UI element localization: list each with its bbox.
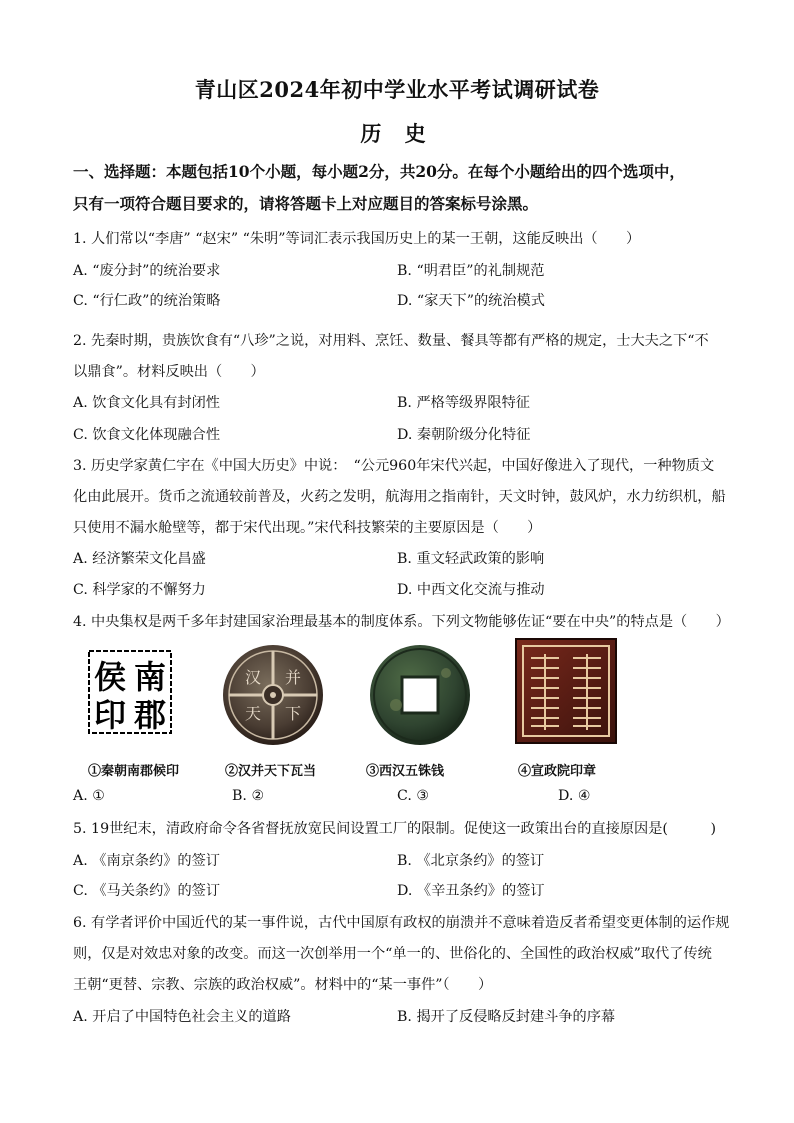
question-2-stem-2: 以鼎食”。材料反映出（ ）: [73, 364, 265, 380]
svg-text:天: 天: [244, 704, 262, 723]
instructions-line-1: 一、选择题：本题包括10个小题，每小题2分，共20分。在每个小题给出的四个选项中，: [73, 162, 685, 181]
exam-title: 青山区2024年初中学业水平考试调研试卷: [194, 77, 600, 102]
svg-text:侯: 侯: [93, 658, 127, 696]
q1-option-a: A. “废分封”的统治要求: [73, 263, 221, 279]
caption-2: ②汉并天下瓦当: [225, 764, 317, 779]
q4-option-b: B. ②: [232, 788, 265, 804]
q3-option-a: A. 经济繁荣文化昌盛: [73, 551, 206, 567]
question-3-stem-1: 3. 历史学家黄仁宇在《中国大历史》中说： “公元960年宋代兴起，中国好像进入了现代，一种物质文: [73, 458, 715, 474]
seal-image-xuanzheng: [515, 638, 617, 744]
question-3-stem-3: 只使用不漏水舱壁等，都于宋代出现。”宋代科技繁荣的主要原因是（ ）: [73, 520, 542, 536]
svg-text:印: 印: [93, 696, 127, 734]
coin-image-wuzhu: [368, 643, 472, 747]
question-2-stem-1: 2. 先秦时期，贵族饮食有“八珍”之说，对用料、烹饪、数量、餐具等都有严格的规定，士大夫之下“不: [73, 333, 709, 349]
q2-option-c: C. 饮食文化体现融合性: [73, 427, 221, 443]
q6-option-b: B. 揭开了反侵略反封建斗争的序幕: [397, 1009, 616, 1025]
question-4-stem: 4. 中央集权是两千多年封建国家治理最基本的制度体系。下列文物能够佐证“要在中央”的特点是（ ）: [73, 614, 730, 630]
svg-text:郡: 郡: [133, 696, 167, 734]
question-5-stem: 5. 19世纪末，清政府命令各省督抚放宽民间设置工厂的限制。促使这一政策出台的直接原因是( ): [73, 821, 717, 837]
caption-4: ④宣政院印章: [518, 764, 597, 779]
q6-option-a: A. 开启了中国特色社会主义的道路: [73, 1009, 291, 1025]
q3-option-c: C. 科学家的不懈努力: [73, 582, 206, 598]
caption-1: ①秦朝南郡候印: [88, 764, 180, 779]
q5-option-c: C. 《马关条约》的签订: [73, 883, 221, 899]
question-1-stem: 1. 人们常以“李唐” “赵宋” “朱明”等词汇表示我国历史上的某一王朝，这能反映出（ ）: [73, 231, 641, 247]
question-6-stem-2: 则，仅是对效忠对象的改变。而这一次创举用一个“单一的、世俗化的、全国性的政治权威”取代了传统: [73, 946, 712, 962]
question-6-stem-3: 王朝“更替、宗教、宗族的政治权威”。材料中的“某一事件”（ ）: [73, 977, 493, 993]
seal-image-qin: [86, 648, 174, 736]
question-3-stem-2: 化由此展开。货币之流通较前普及，火药之发明，航海用之指南针，天文时钟，鼓风炉，水力纺织机，船: [73, 489, 726, 505]
svg-text:并: 并: [284, 668, 302, 687]
caption-3: ③西汉五铢钱: [366, 764, 445, 779]
q2-option-b: B. 严格等级界限特征: [397, 395, 530, 411]
q4-option-a: A. ①: [73, 788, 105, 804]
q1-option-d: D. “家天下”的统治模式: [397, 293, 545, 309]
q3-option-d: D. 中西文化交流与推动: [397, 582, 545, 598]
q5-option-b: B. 《北京条约》的签订: [397, 853, 545, 869]
q1-option-b: B. “明君臣”的礼制规范: [397, 263, 545, 279]
q3-option-b: B. 重文轻武政策的影响: [397, 551, 545, 567]
q4-option-d: D. ④: [558, 788, 591, 804]
q5-option-a: A. 《南京条约》的签订: [73, 853, 220, 869]
tile-end-image-han: [221, 643, 325, 747]
question-6-stem-1: 6. 有学者评价中国近代的某一事件说，古代中国原有政权的崩溃并不意味着造反者希望变更体制的运作规: [73, 915, 730, 931]
subject-title: 历 史: [360, 121, 434, 146]
q2-option-d: D. 秦朝阶级分化特征: [397, 427, 531, 443]
q2-option-a: A. 饮食文化具有封闭性: [73, 395, 220, 411]
q5-option-d: D. 《辛丑条约》的签订: [397, 883, 545, 899]
svg-text:下: 下: [284, 704, 302, 723]
svg-text:汉: 汉: [244, 668, 262, 687]
q4-option-c: C. ③: [397, 788, 430, 804]
svg-text:南: 南: [133, 658, 167, 696]
q1-option-c: C. “行仁政”的统治策略: [73, 293, 221, 309]
instructions-line-2: 只有一项符合题目要求的，请将答题卡上对应题目的答案标号涂黑。: [73, 194, 539, 213]
